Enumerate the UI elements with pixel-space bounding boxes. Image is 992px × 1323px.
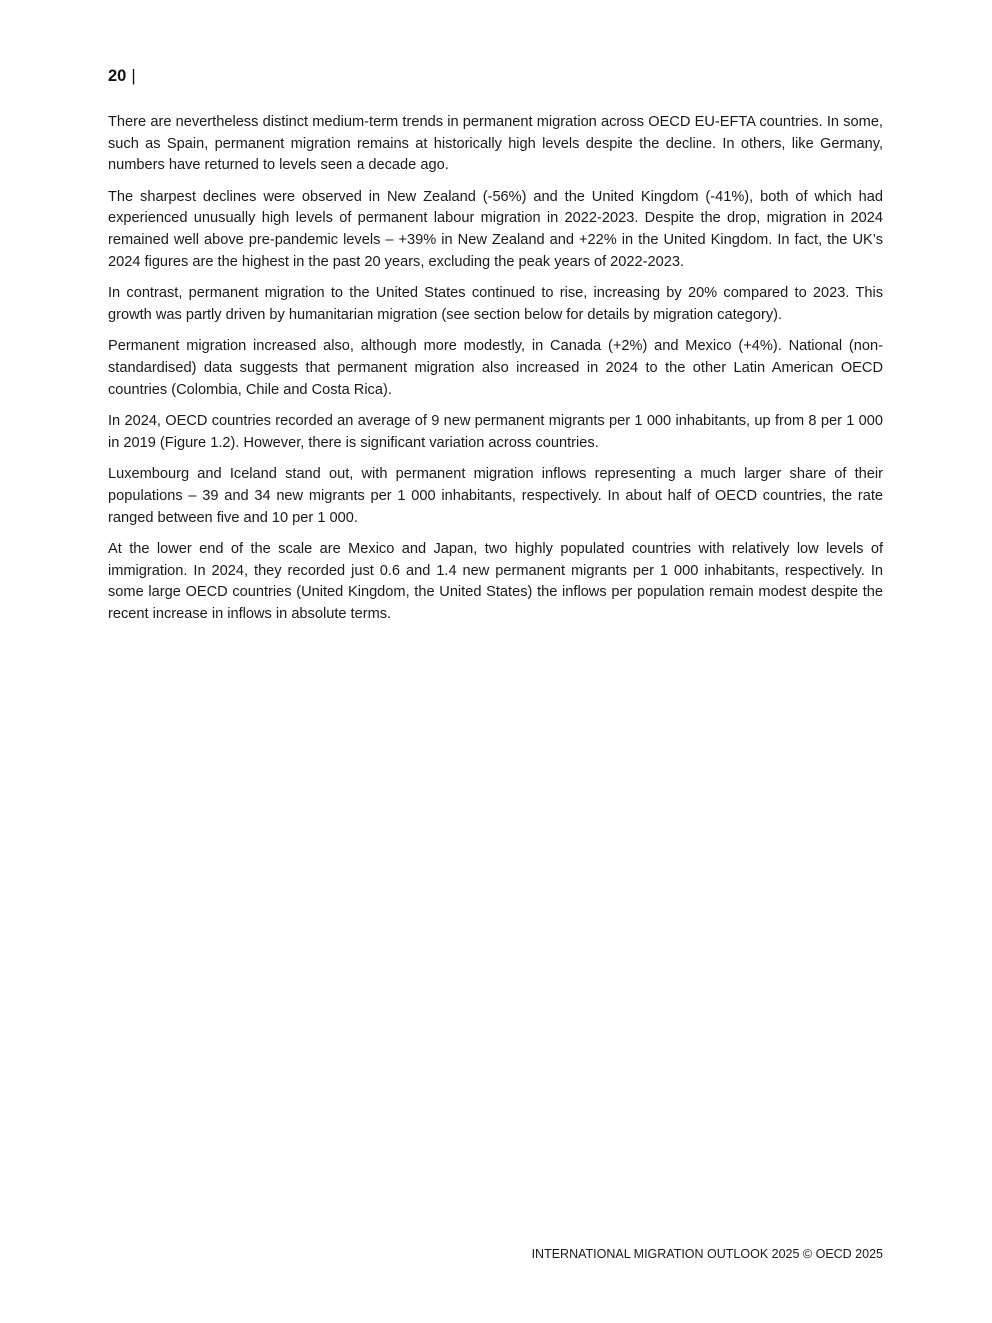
page-footer: INTERNATIONAL MIGRATION OUTLOOK 2025 © OECD 2025 [531, 1247, 883, 1261]
body-text [108, 112, 883, 635]
paragraph-5: In 2024, OECD countries recorded an average of 9 new permanent migrants per 1 000 inhabitants, up from 8 per 1 000 in 2019 (Figure 1.2). However, there is significant variation across countries. [108, 413, 883, 451]
page-number-separator: | [131, 67, 136, 85]
paragraph-2: The sharpest declines were observed in New Zealand (-56%) and the United Kingdom (-41%), both of which had experienced unusually high levels of permanent labour migration in 2022-2023. Despite the drop, migration in 2024 remained well above pre-pandemic levels – +39% in New Zealand and +22% in the United Kingdom. In fact, the UK’s 2024 figures are the highest in the past 20 years, excluding the peak years of 2022-2023. [108, 188, 883, 270]
paragraph-4: Permanent migration increased also, although more modestly, in Canada (+2%) and Mexico (+4%). National (non-standardised) data suggests that permanent migration also increased in 2024 to the other Latin American OECD countries (Colombia, Chile and Costa Rica). [108, 338, 883, 398]
paragraph-1: There are nevertheless distinct medium-term trends in permanent migration across OECD EU-EFTA countries. In some, such as Spain, permanent migration remains at historically high levels despite the decline. In others, like Germany, numbers have returned to levels seen a decade ago. [108, 114, 883, 174]
paragraph-7: At the lower end of the scale are Mexico and Japan, two highly populated countries with relatively low levels of immigration. In 2024, they recorded just 0.6 and 1.4 new permanent migrants per 1 000 inhabitants, respectively. In some large OECD countries (United Kingdom, the United States) the inflows per population remain modest despite the recent increase in inflows in absolute terms. [108, 541, 883, 622]
page-header [108, 66, 136, 86]
page-number: 20 [108, 67, 127, 85]
paragraph-3: In contrast, permanent migration to the United States continued to rise, increasing by 20% compared to 2023. This growth was partly driven by humanitarian migration (see section below for details by migration category). [108, 285, 883, 323]
paragraph-6: Luxembourg and Iceland stand out, with permanent migration inflows representing a much larger share of their populations – 39 and 34 new migrants per 1 000 inhabitants, respectively. In about half of OECD countries, the rate ranged between five and 10 per 1 000. [108, 466, 883, 526]
